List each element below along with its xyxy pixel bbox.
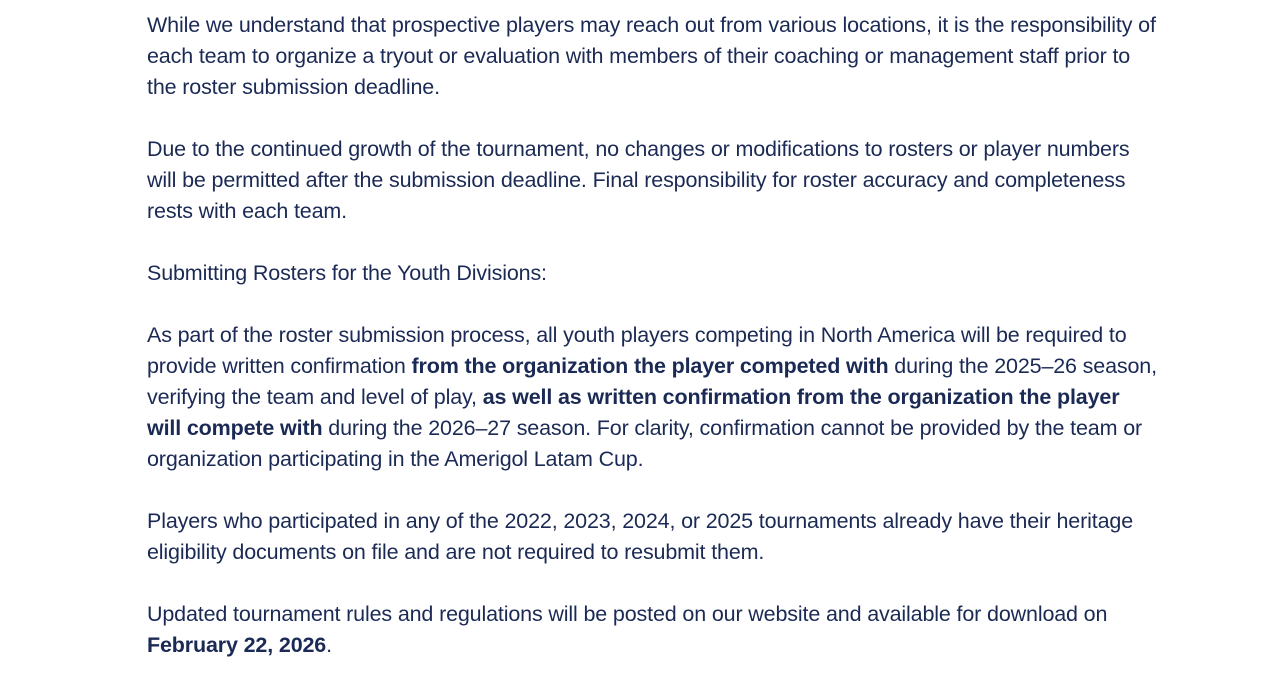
youth-confirmation-bold-2: as well as written confirmation from the organization the player will compete with: [147, 385, 1120, 440]
paragraph-tryout-responsibility: While we understand that prospective players may reach out from various locations, it is the responsibility of each team to organize a tryout or evaluation with members of their coaching or management staff prior to the roster submission deadline.: [147, 13, 1156, 99]
paragraph-rules-update: [147, 599, 1157, 661]
youth-confirmation-bold-1: from the organization the player competed with: [411, 354, 889, 378]
section-heading-youth-rosters: Submitting Rosters for the Youth Divisions:: [147, 261, 547, 285]
youth-confirmation-text-3: during the 2026–27 season. For clarity, confirmation cannot be provided by the team or organization participating in the Amerigol Latam Cup.: [147, 416, 1143, 471]
rules-update-date: February 22, 2026: [147, 633, 327, 657]
youth-confirmation-text-1: As part of the roster submission process, all youth players competing in North America will be required to provide written confirmation: [147, 323, 1127, 378]
paragraph-youth-confirmation: [147, 320, 1157, 475]
paragraph-roster-changes: Due to the continued growth of the tournament, no changes or modifications to rosters or player numbers will be permitted after the submission deadline. Final responsibility for roster accuracy and completeness rests with each team.: [147, 137, 1130, 223]
rules-update-text-2: .: [326, 633, 332, 657]
document-body: [147, 10, 1157, 661]
rules-update-text-1: Updated tournament rules and regulations will be posted on our website and available for download on: [147, 602, 1108, 626]
youth-confirmation-text-2: during the 2025–26 season, verifying the team and level of play,: [147, 354, 1157, 409]
paragraph-heritage-eligibility: Players who participated in any of the 2022, 2023, 2024, or 2025 tournaments already have their heritage eligibility documents on file and are not required to resubmit them.: [147, 509, 1133, 564]
